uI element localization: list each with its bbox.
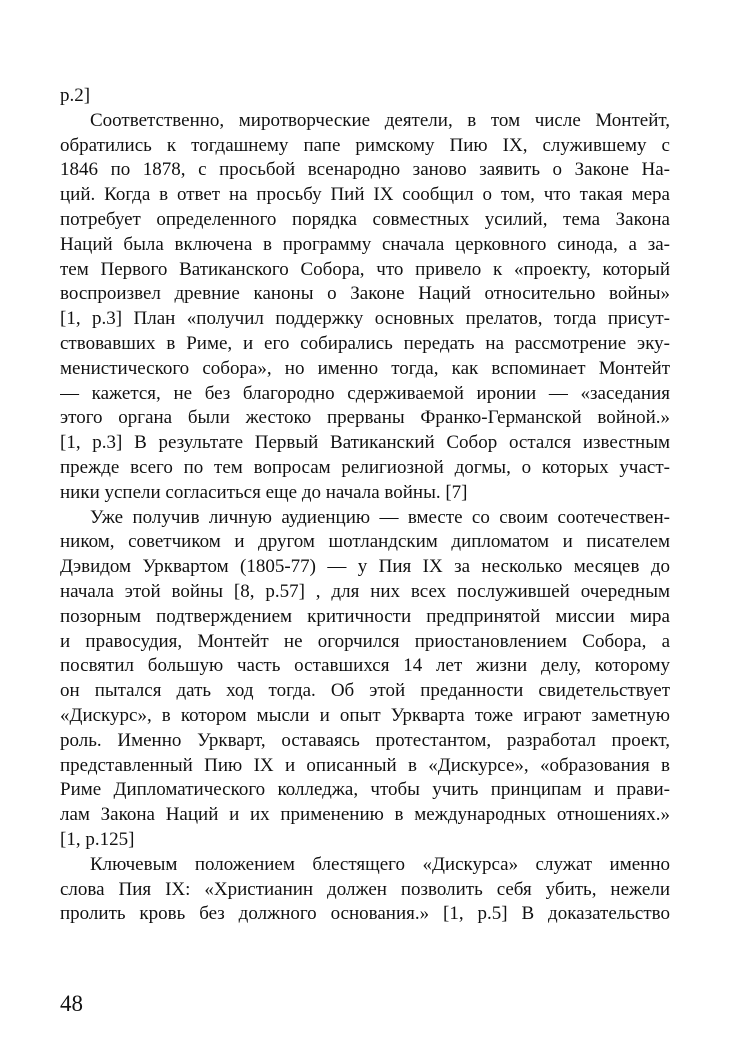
text-line: обратились к тогдашнему папе римскому Пию IX, служившему с — [60, 134, 670, 156]
text-line: посвятил большую часть оставшихся 14 лет жизни делу, которому — [60, 655, 670, 677]
text-line: Уже получив личную аудиенцию — вместе со своим соотечествен- — [90, 506, 670, 528]
text-line: пролить кровь без должного основания.» [1, р.5] В доказательство — [60, 903, 670, 925]
text-line: Наций была включена в программу сначала церковного синода, а за- — [60, 233, 670, 255]
text-line: прежде всего по тем вопросам религиозной догмы, о которых участ- — [60, 456, 670, 478]
text-line: менистического собора», но именно тогда, как вспоминает Монтейт — [60, 357, 670, 379]
body-text — [60, 84, 670, 927]
page-number: 48 — [60, 991, 83, 1016]
text-line: р.2] — [60, 85, 91, 106]
text-line: потребует определенного порядка совместных усилий, тема Закона — [60, 208, 670, 230]
text-line: [1, р.3] План «получил поддержку основных прелатов, тогда присут- — [60, 308, 670, 330]
text-line: [1, р.125] — [60, 828, 135, 850]
text-line: ствовавших в Риме, и его собирались передать на рассмотрение эку- — [60, 332, 670, 354]
text-line: Дэвидом Урквартом (1805-77) — у Пия IX за несколько месяцев до — [60, 556, 670, 578]
text-line: слова Пия IX: «Христианин должен позволить себя убить, нежели — [60, 878, 670, 900]
text-line: ций. Когда в ответ на просьбу Пий IX сообщил о том, что такая мера — [60, 184, 670, 206]
text-line: [1, р.3] В результате Первый Ватиканский Собор остался известным — [60, 432, 670, 454]
text-line: этого органа были жестоко прерваны Франко-Германской войной.» — [60, 407, 670, 429]
text-line: воспроизвел древние каноны о Законе Наций относительно войны» — [60, 283, 670, 305]
text-line: начала этой войны [8, р.57] , для них всех послужившей очередным — [60, 580, 670, 602]
text-line: Риме Дипломатического колледжа, чтобы учить принципам и прави- — [60, 779, 670, 801]
text-line: 1846 по 1878, с просьбой всенародно заново заявить о Законе На- — [60, 159, 670, 181]
text-line: Соответственно, миротворческие деятели, в том числе Монтейт, — [90, 109, 670, 131]
text-line: и правосудия, Монтейт не огорчился приостановлением Собора, а — [60, 630, 670, 652]
text-line: позорным подтверждением критичности предпринятой миссии мира — [60, 605, 670, 627]
text-line: — кажется, не без благородно сдерживаемой иронии — «заседания — [60, 382, 670, 404]
text-line: он пытался дать ход тогда. Об этой преданности свидетельствует — [60, 680, 670, 702]
text-line: роль. Именно Уркварт, оставаясь протестантом, разработал проект, — [60, 729, 670, 751]
text-line: ником, советчиком и другом шотландским дипломатом и писателем — [60, 531, 670, 553]
text-line: представленный Пию IX и описанный в «Дискурсе», «образования в — [60, 754, 670, 776]
text-line: Ключевым положением блестящего «Дискурса» служат именно — [90, 853, 670, 875]
text-line: тем Первого Ватиканского Собора, что привело к «проекту, который — [60, 258, 670, 280]
text-line: «Дискурс», в котором мысли и опыт Уркварта тоже играют заметную — [60, 704, 670, 726]
text-line: лам Закона Наций и их применению в международных отношениях.» — [60, 804, 670, 826]
text-line: ники успели согласиться еще до начала войны. [7] — [60, 481, 468, 503]
